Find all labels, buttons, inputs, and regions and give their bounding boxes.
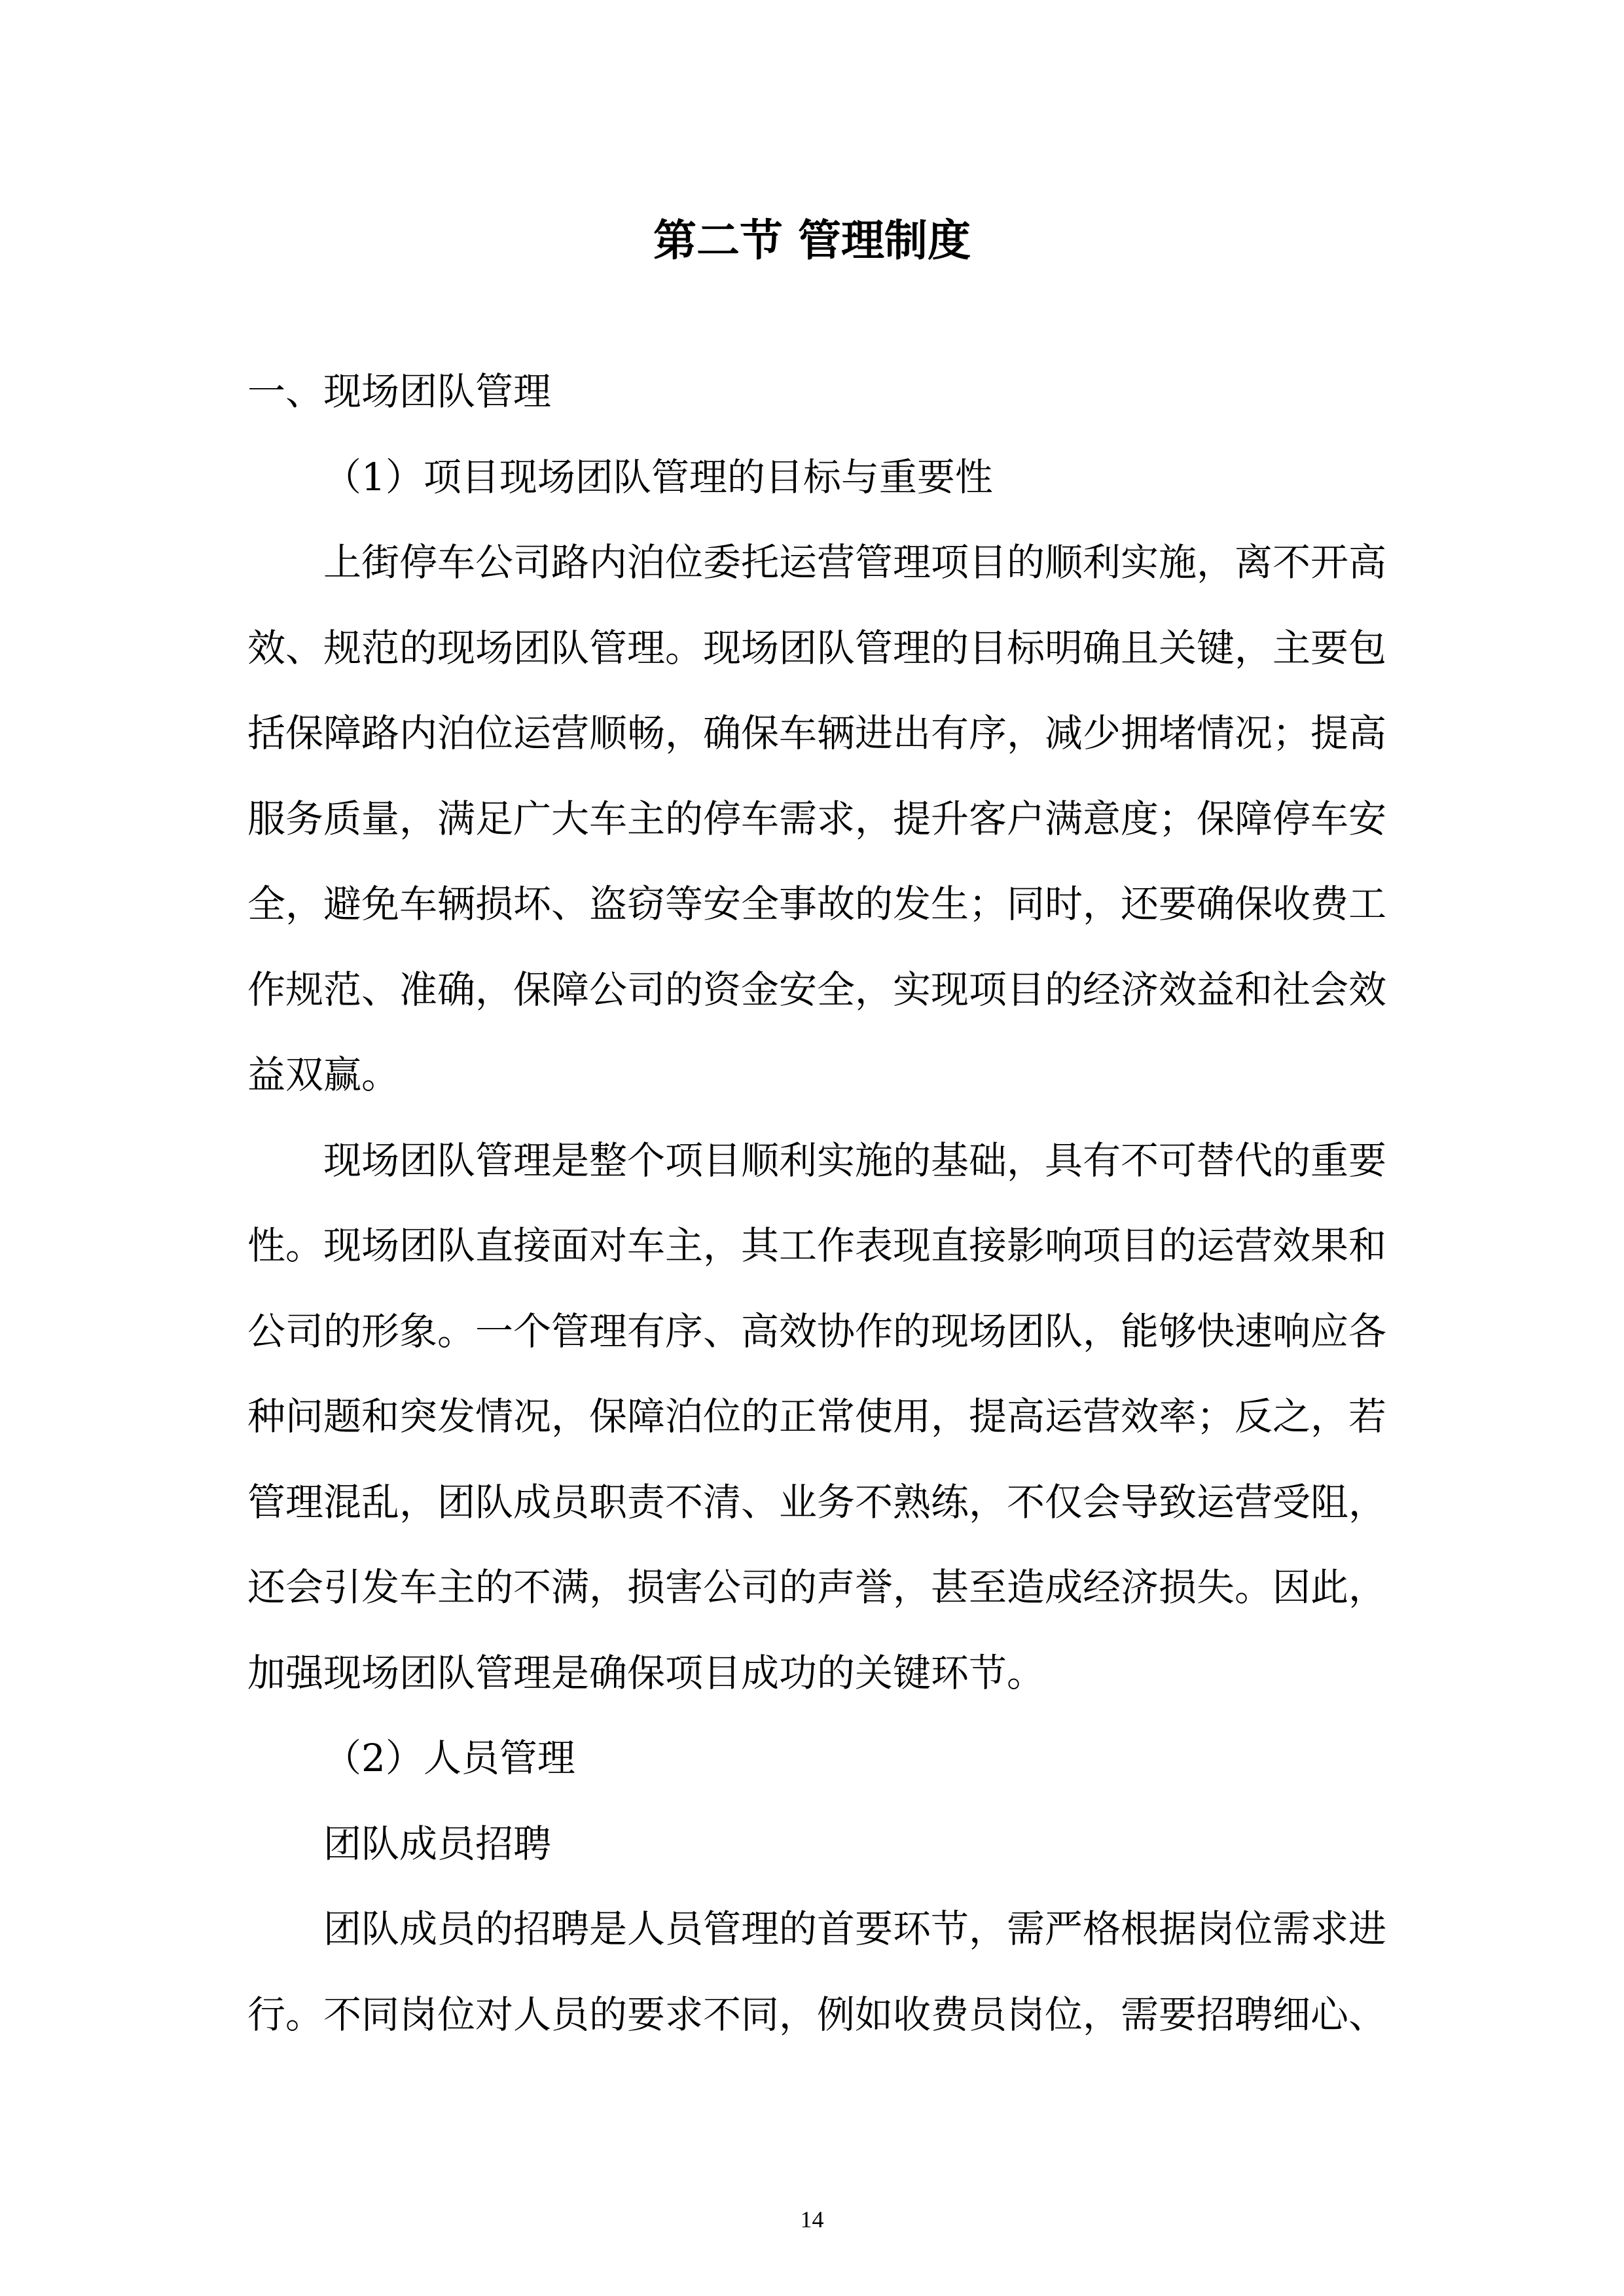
paragraph-line: 现场团队管理是整个项目顺利实施的基础，具有不可替代的重要 — [323, 1138, 1387, 1183]
paragraph-line: 还会引发车主的不满，损害公司的声誉，甚至造成经济损失。因此， — [247, 1565, 1387, 1609]
subsection-heading: （1）项目现场团队管理的目标与重要性 — [323, 454, 993, 499]
paragraph-line: 效、规范的现场团队管理。现场团队管理的目标明确且关键，主要包 — [247, 625, 1387, 670]
paragraph-line: 益双赢。 — [247, 1052, 400, 1097]
paragraph-line: 全，避免车辆损坏、盗窃等安全事故的发生；同时，还要确保收费工 — [247, 882, 1387, 926]
page-number: 14 — [800, 2206, 824, 2233]
paragraph-line: 管理混乱，团队成员职责不清、业务不熟练，不仅会导致运营受阻， — [247, 1479, 1387, 1524]
paragraph-line: 括保障路内泊位运营顺畅，确保车辆进出有序，减少拥堵情况；提高 — [247, 711, 1387, 755]
document-body — [247, 349, 1387, 2057]
subsection-heading: （2）人员管理 — [323, 1736, 575, 1780]
paragraph-line: 种问题和突发情况，保障泊位的正常使用，提高运营效率；反之，若 — [247, 1394, 1387, 1439]
paragraph-line: 公司的形象。一个管理有序、高效协作的现场团队，能够快速响应各 — [247, 1308, 1387, 1354]
paragraph-line: 加强现场团队管理是确保项目成功的关键环节。 — [247, 1650, 1045, 1695]
section-heading: 一、现场团队管理 — [247, 369, 552, 414]
paragraph-line: 上街停车公司路内泊位委托运营管理项目的顺利实施，离不开高 — [323, 540, 1387, 584]
paragraph-line: 团队成员的招聘是人员管理的首要环节，需严格根据岗位需求进 — [323, 1907, 1387, 1951]
minor-heading: 团队成员招聘 — [323, 1821, 552, 1866]
page-title: 第二节 管理制度 — [653, 215, 971, 266]
paragraph-line: 作规范、准确，保障公司的资金安全，实现项目的经济效益和社会效 — [247, 967, 1387, 1012]
paragraph-line: 性。现场团队直接面对车主，其工作表现直接影响项目的运营效果和 — [247, 1223, 1387, 1268]
paragraph-line: 行。不同岗位对人员的要求不同，例如收费员岗位，需要招聘细心、 — [247, 1992, 1387, 2037]
paragraph-line: 服务质量，满足广大车主的停车需求，提升客户满意度；保障停车安 — [247, 796, 1387, 841]
